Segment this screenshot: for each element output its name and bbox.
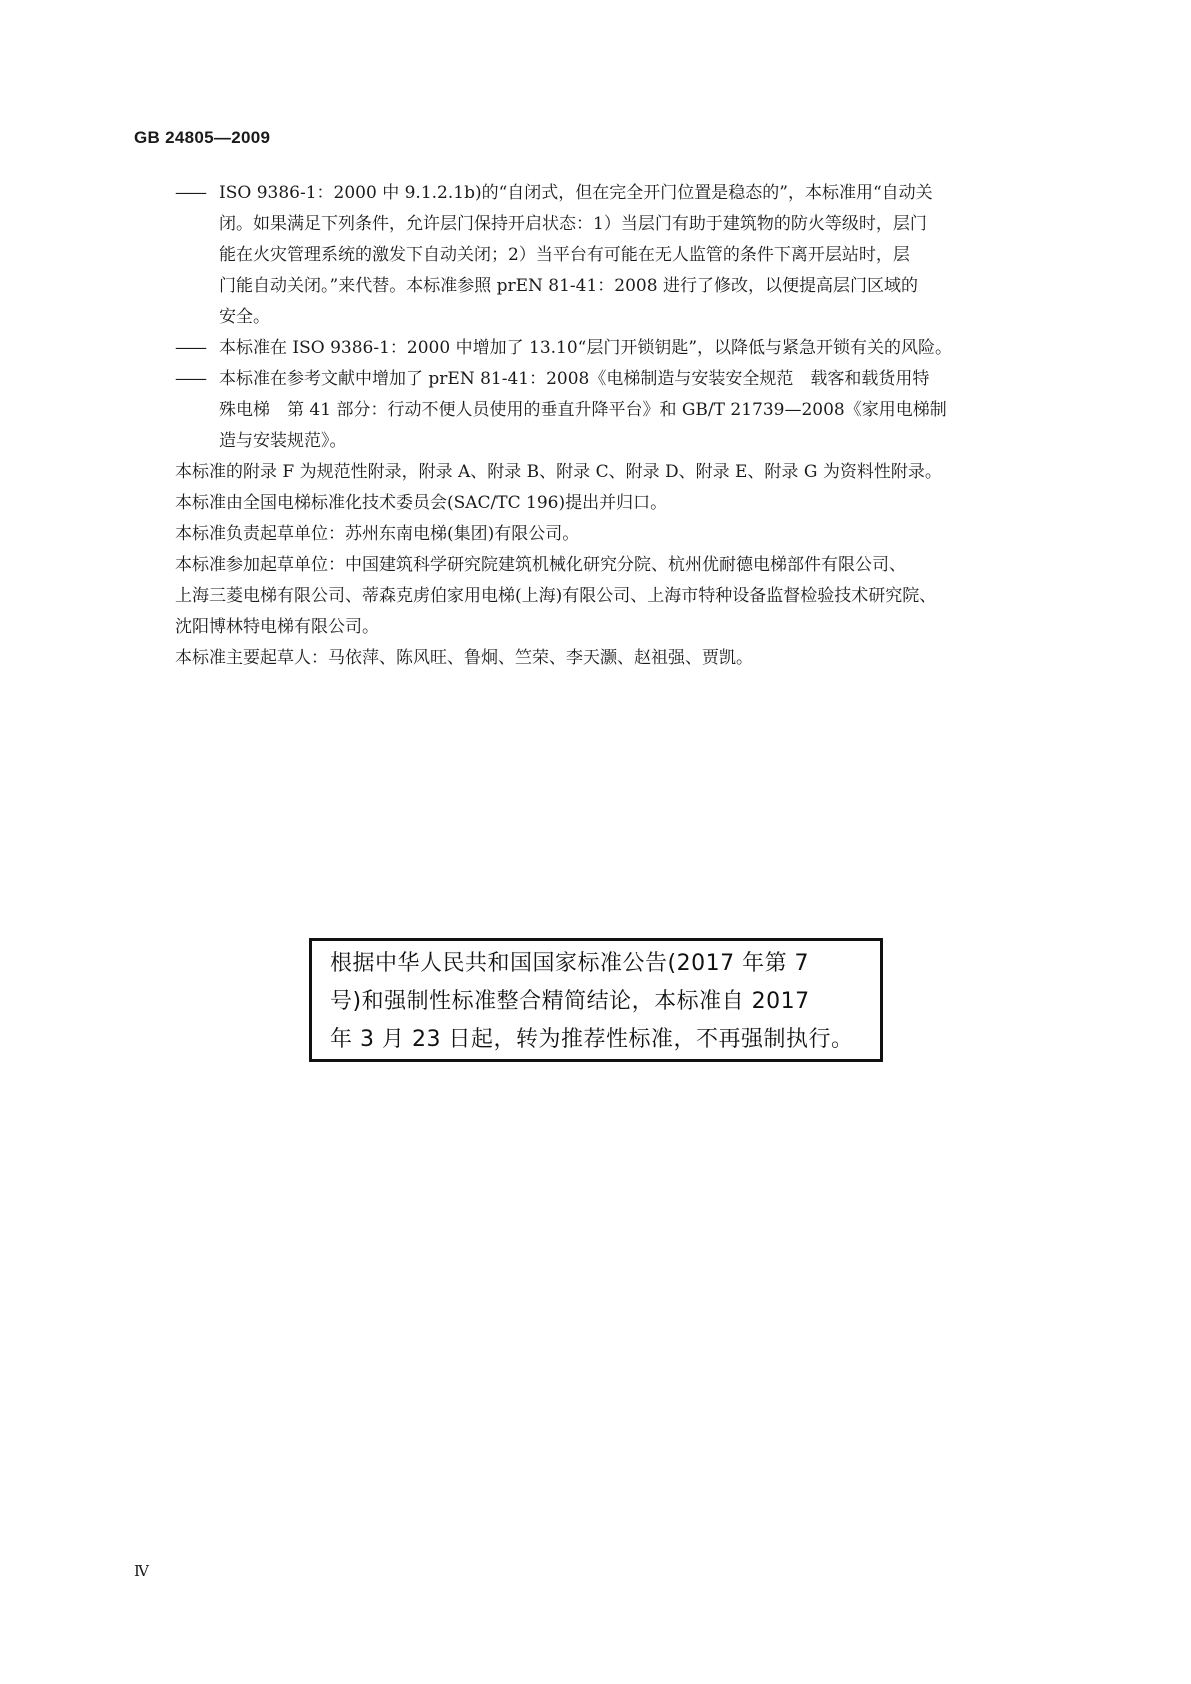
paragraph-main-drafters (175, 643, 1055, 674)
notice-line: 年 3 月 23 日起，转为推荐性标准，不再强制执行。 (330, 1027, 854, 1052)
bullet-dash: —— (175, 338, 205, 358)
bullet-item-auto-close (175, 178, 1055, 333)
bullet-item-references (175, 364, 1055, 457)
page-number: Ⅳ (134, 1562, 149, 1580)
paragraph-line: 上海三菱电梯有限公司、蒂森克虏伯家用电梯(上海)有限公司、上海市特种设备监督检验技术研究院、 (175, 586, 937, 606)
paragraph-line: 本标准负责起草单位：苏州东南电梯(集团)有限公司。 (175, 524, 580, 544)
paragraph-line: 本标准主要起草人：马依萍、陈风旺、鲁炯、竺荣、李天灏、赵祖强、贾凯。 (175, 648, 753, 668)
paragraph-participating-drafters (175, 550, 1055, 643)
document-body (175, 178, 1055, 674)
paragraph-line: 本标准的附录 F 为规范性附录，附录 A、附录 B、附录 C、附录 D、附录 E、附录 G 为资料性附录。 (175, 462, 942, 482)
bullet-line: ISO 9386-1：2000 中 9.1.2.1b)的“自闭式，但在完全开门位置是稳态的”，本标准用“自动关 (219, 183, 933, 203)
standard-code-header: GB 24805—2009 (134, 128, 271, 147)
paragraph-line: 沈阳博林特电梯有限公司。 (175, 617, 379, 637)
notice-line: 号)和强制性标准整合精简结论，本标准自 2017 (330, 989, 810, 1014)
bullet-item-unlock-key (175, 333, 1055, 364)
notice-box (309, 938, 883, 1062)
bullet-line: 闭。如果满足下列条件，允许层门保持开启状态：1）当层门有助于建筑物的防火等级时，层门 (219, 214, 927, 234)
bullet-line: 安全。 (219, 307, 270, 327)
bullet-line: 殊电梯 第 41 部分：行动不便人员使用的垂直升降平台》和 GB/T 21739—2008《家用电梯制 (219, 400, 947, 420)
notice-line: 根据中华人民共和国国家标准公告(2017 年第 7 (330, 951, 810, 976)
paragraph-line: 本标准参加起草单位：中国建筑科学研究院建筑机械化研究分院、杭州优耐德电梯部件有限公司、 (175, 555, 906, 575)
paragraph-line: 本标准由全国电梯标准化技术委员会(SAC/TC 196)提出并归口。 (175, 493, 668, 513)
paragraph-proposer (175, 488, 1055, 519)
bullet-line: 本标准在参考文献中增加了 prEN 81-41：2008《电梯制造与安装安全规范 载客和载货用特 (219, 369, 930, 389)
paragraph-lead-drafter (175, 519, 1055, 550)
bullet-line: 能在火灾管理系统的激发下自动关闭；2）当平台有可能在无人监管的条件下离开层站时，层 (219, 245, 910, 265)
bullet-line: 本标准在 ISO 9386-1：2000 中增加了 13.10“层门开锁钥匙”，以降低与紧急开锁有关的风险。 (219, 338, 953, 358)
paragraph-annexes (175, 457, 1055, 488)
bullet-dash: —— (175, 369, 205, 389)
bullet-line: 造与安装规范》。 (219, 431, 347, 451)
bullet-dash: —— (175, 183, 205, 203)
bullet-line: 门能自动关闭。”来代替。本标准参照 prEN 81-41：2008 进行了修改，以便提高层门区域的 (219, 276, 918, 296)
